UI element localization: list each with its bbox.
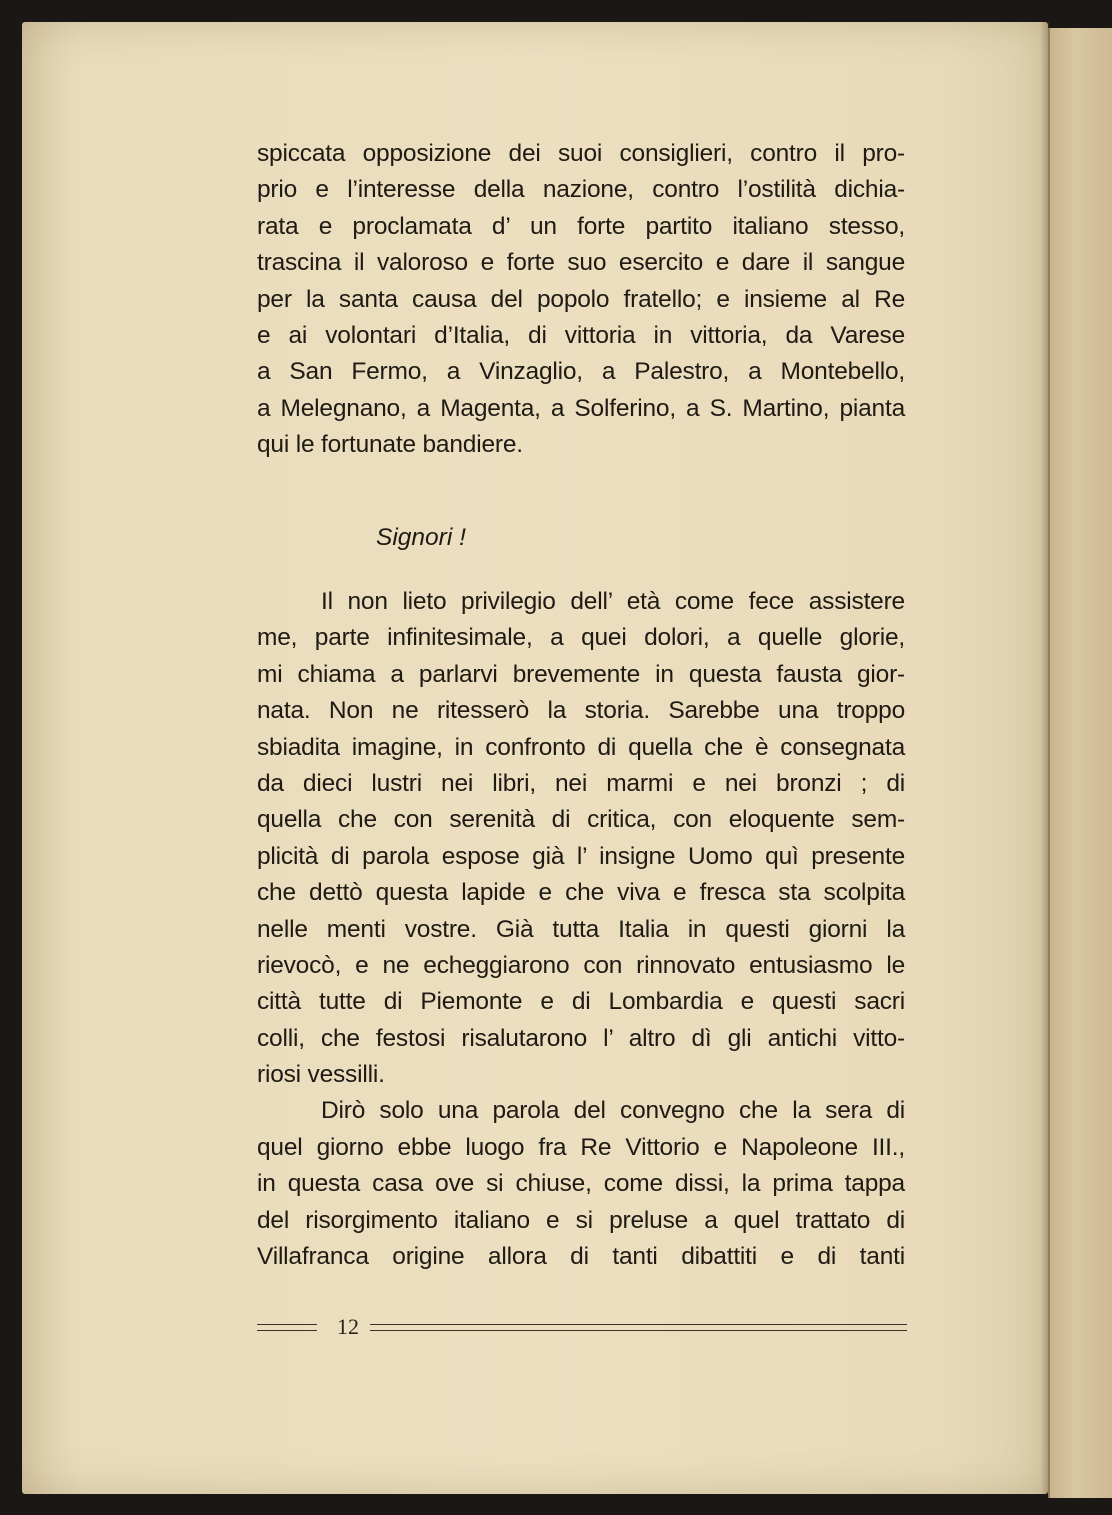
salutation: Signori ! [376, 524, 466, 551]
footer-rule-left [257, 1324, 317, 1331]
text-line: prio e l’interesse della nazione, contro l’ostilità dichia- [257, 176, 905, 204]
text-line: a San Fermo, a Vinzaglio, a Palestro, a Montebello, [257, 358, 905, 386]
paragraph-2 [257, 584, 905, 1275]
paragraph-1 [257, 136, 905, 464]
text-line: me, parte infinitesimale, a quei dolori, a quelle glorie, [257, 624, 905, 652]
text-line: in questa casa ove si chiuse, come dissi, la prima tappa [257, 1170, 905, 1198]
page-number: 12 [337, 1314, 359, 1339]
text-line: plicità di parola espose già l’ insigne Uomo quì presente [257, 842, 905, 870]
text-line: nelle menti vostre. Già tutta Italia in questi giorni la [257, 915, 905, 943]
text-line: Villafranca origine allora di tanti dibattiti e di tanti [257, 1243, 905, 1271]
text-line: quel giorno ebbe luogo fra Re Vittorio e Napoleone III., [257, 1133, 905, 1161]
text-line: rata e proclamata d’ un forte partito italiano stesso, [257, 212, 905, 240]
text-line: qui le fortunate bandiere. [257, 431, 523, 459]
text-line: trascina il valoroso e forte suo esercito e dare il sangue [257, 249, 905, 277]
text-line: rievocò, e ne echeggiarono con rinnovato entusiasmo le [257, 951, 905, 979]
text-line: nata. Non ne ritesserò la storia. Sarebbe una troppo [257, 697, 905, 725]
text-line: riosi vessilli. [257, 1061, 385, 1089]
text-line: Dirò solo una parola del convegno che la sera di [321, 1097, 905, 1125]
text-line: spiccata opposizione dei suoi consiglieri, contro il pro- [257, 140, 905, 167]
text-line: mi chiama a parlarvi brevemente in questa fausta gior- [257, 660, 905, 688]
text-line: e ai volontari d’Italia, di vittoria in vittoria, da Varese [257, 321, 905, 349]
adjacent-page-edge [1048, 28, 1112, 1498]
text-line: Il non lieto privilegio dell’ età come fece assistere [321, 588, 905, 615]
text-line: del risorgimento italiano e si preluse a quel trattato di [257, 1206, 905, 1234]
text-line: città tutte di Piemonte e di Lombardia e questi sacri [257, 988, 905, 1016]
text-line: che dettò questa lapide e che viva e fresca sta scolpita [257, 879, 905, 907]
text-line: colli, che festosi risalutarono l’ altro dì gli antichi vitto- [257, 1024, 905, 1052]
text-line: da dieci lustri nei libri, nei marmi e nei bronzi ; di [257, 769, 905, 797]
footer-rule-right [370, 1324, 907, 1331]
text-line: sbiadita imagine, in confronto di quella che è consegnata [257, 733, 905, 761]
text-line: a Melegnano, a Magenta, a Solferino, a S. Martino, pianta [257, 394, 905, 422]
text-line: per la santa causa del popolo fratello; e insieme al Re [257, 285, 905, 313]
page-footer [257, 1316, 907, 1340]
text-line: quella che con serenità di critica, con eloquente sem- [257, 806, 905, 834]
